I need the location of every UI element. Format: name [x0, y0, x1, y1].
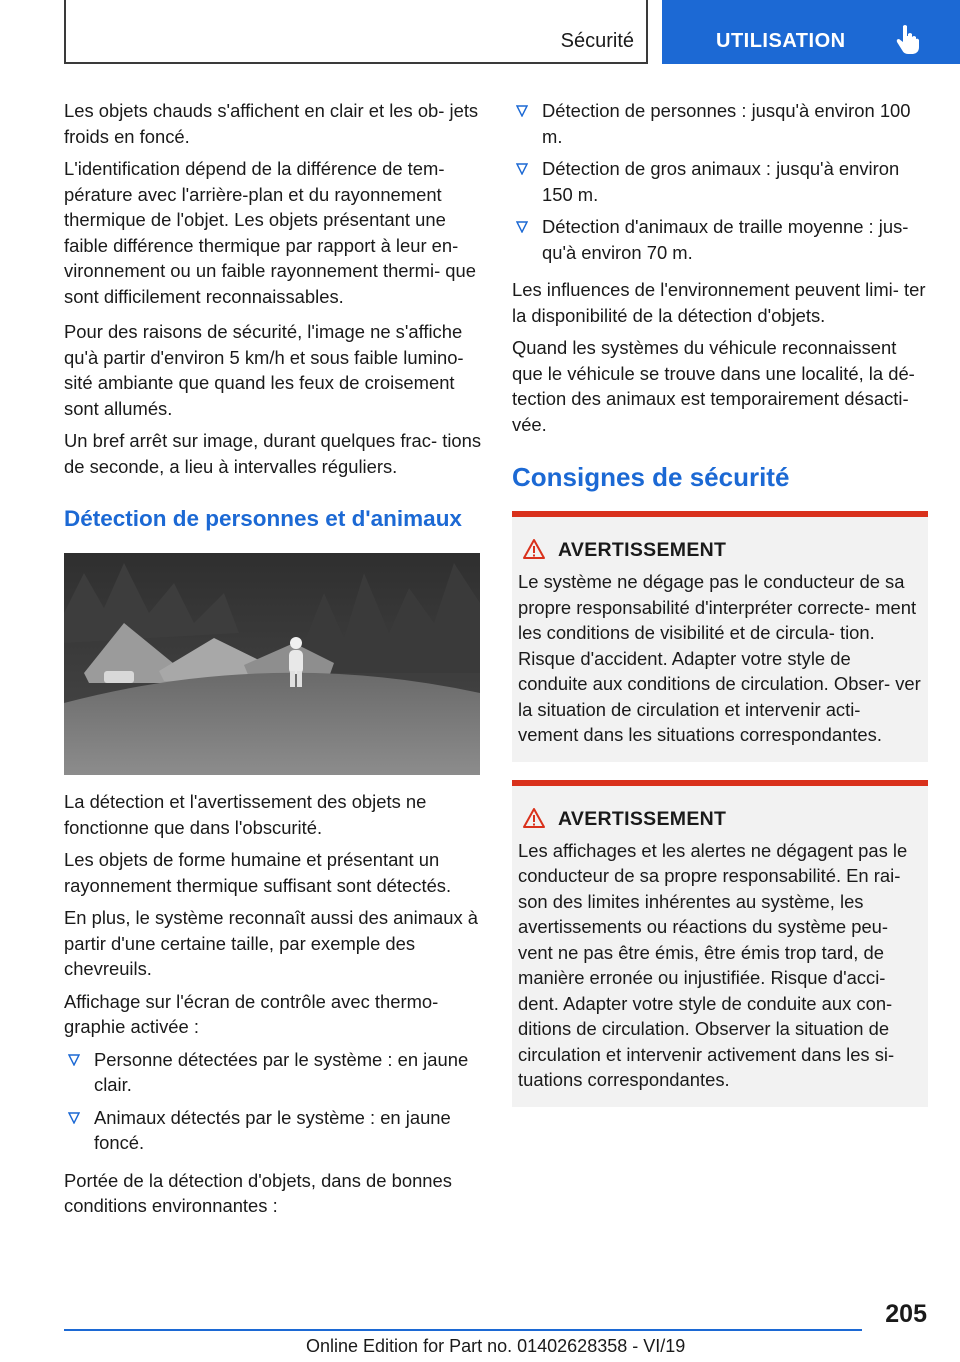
bullet-triangle-icon [68, 1112, 80, 1124]
bullet-triangle-icon [516, 105, 528, 117]
bullet-triangle-icon [516, 221, 528, 233]
paragraph: Pour des raisons de sécurité, l'image ne s'affiche qu'à partir d'environ 5 km/h et sous faible lumino‐ sité ambiante que quand les feux de croisement sont allumés. [64, 321, 464, 419]
paragraph: Quand les systèmes du véhicule reconnaissent que le véhicule se trouve dans une localité, la dé‐ tection des animaux est temporairement désacti‐ vée. [512, 337, 915, 435]
list-item-text: Détection de gros animaux : jusqu'à environ 150 m. [542, 158, 900, 205]
section-heading: Détection de personnes et d'animaux [64, 506, 462, 531]
paragraph: L'identification dépend de la différence de tem‐ pérature avec l'arrière-plan et du rayonnement thermique de l'objet. Les objets présentant une faible différence thermique par rapport à leur en‐ vironnement ou un faible rayonnement thermi‐ que sont difficilement reconnaissables. [64, 158, 476, 307]
bullet-triangle-icon [516, 163, 528, 175]
paragraph: Un bref arrêt sur image, durant quelques frac‐ tions de seconde, a lieu à intervalles réguliers. [64, 430, 482, 477]
paragraph: Les objets chauds s'affichent en clair et les ob‐ jets froids en foncé. [64, 100, 479, 147]
chapter-tab[interactable] [662, 0, 960, 64]
list-item [64, 1047, 482, 1098]
list-item [512, 156, 928, 207]
paragraph: Portée de la détection d'objets, dans de bonnes conditions environnantes : [64, 1169, 452, 1216]
list-item-text: Détection de personnes : jusqu'à environ 100 m. [542, 100, 911, 147]
section-title: Sécurité [560, 30, 634, 52]
paragraph: La détection et l'avertissement des objets ne fonctionne que dans l'obscurité. [64, 791, 427, 838]
list-item-text: Animaux détectés par le système : en jaune foncé. [94, 1106, 451, 1153]
left-column [64, 98, 482, 1226]
warning-text: Le système ne dégage pas le conducteur de sa propre responsabilité d'interpréter correcte‐ ment les conditions de visibilité et de circula‐ tion. Risque d'accident. Adapter votre style de conduite aux conditions de circulation. Obser‐ ver la situation de circulation et intervenir acti‐ vement dans les situations correspondantes. [518, 571, 921, 745]
section-heading: Consignes de sécurité [512, 462, 790, 492]
chapter-title: UTILISATION [716, 30, 846, 52]
warning-triangle-icon [522, 807, 546, 829]
warning-title-text: AVERTISSEMENT [558, 807, 727, 830]
warning-title [518, 806, 922, 832]
bullet-list [512, 98, 928, 265]
warning-title-text: AVERTISSEMENT [558, 539, 727, 561]
night-vision-image [64, 553, 480, 775]
footer-divider [64, 1329, 862, 1331]
list-item [512, 214, 928, 265]
warning-triangle-icon [522, 538, 546, 560]
page-number: 205 [885, 1300, 927, 1328]
list-item [64, 1105, 482, 1156]
bullet-list [64, 1047, 482, 1156]
paragraph: Les objets de forme humaine et présentant un rayonnement thermique suffisant sont détectés. [64, 849, 452, 896]
right-column [512, 98, 928, 1125]
paragraph: En plus, le système reconnaît aussi des animaux à partir d'une certaine taille, par exemple des chevreuils. [64, 907, 479, 979]
paragraph: Affichage sur l'écran de contrôle avec thermo‐ graphie activée : [64, 990, 439, 1037]
footer-edition: Online Edition for Part no. 01402628358 - VI/19 [306, 1336, 686, 1356]
bullet-triangle-icon [68, 1054, 80, 1066]
pointing-hand-icon [894, 24, 920, 54]
warning-text: Les affichages et les alertes ne dégagent pas le conducteur de sa propre responsabilité. En rai‐ son des limites inhérentes au système, les avertissements ou réactions du système peu‐ vent ne pas être émis, être émis trop tard, de manière erronée ou injustifiée. Risque d'acci‐ dent. Adapter votre style de conduite aux con‐ ditions de circulation. Observer la situation de circulation et intervenir activement dans les si‐ tuations correspondantes. [518, 839, 908, 1090]
header-section-box [64, 0, 648, 64]
list-item-text: Personne détectées par le système : en jaune clair. [94, 1048, 469, 1095]
list-item-text: Détection d'animaux de traille moyenne : jus‐ qu'à environ 70 m. [542, 216, 909, 263]
paragraph: Les influences de l'environnement peuvent limi‐ ter la disponibilité de la détection d'objets. [512, 279, 926, 326]
warning-box [512, 780, 928, 1107]
warning-box [512, 511, 928, 762]
list-item [512, 98, 928, 149]
warning-title [518, 537, 922, 563]
